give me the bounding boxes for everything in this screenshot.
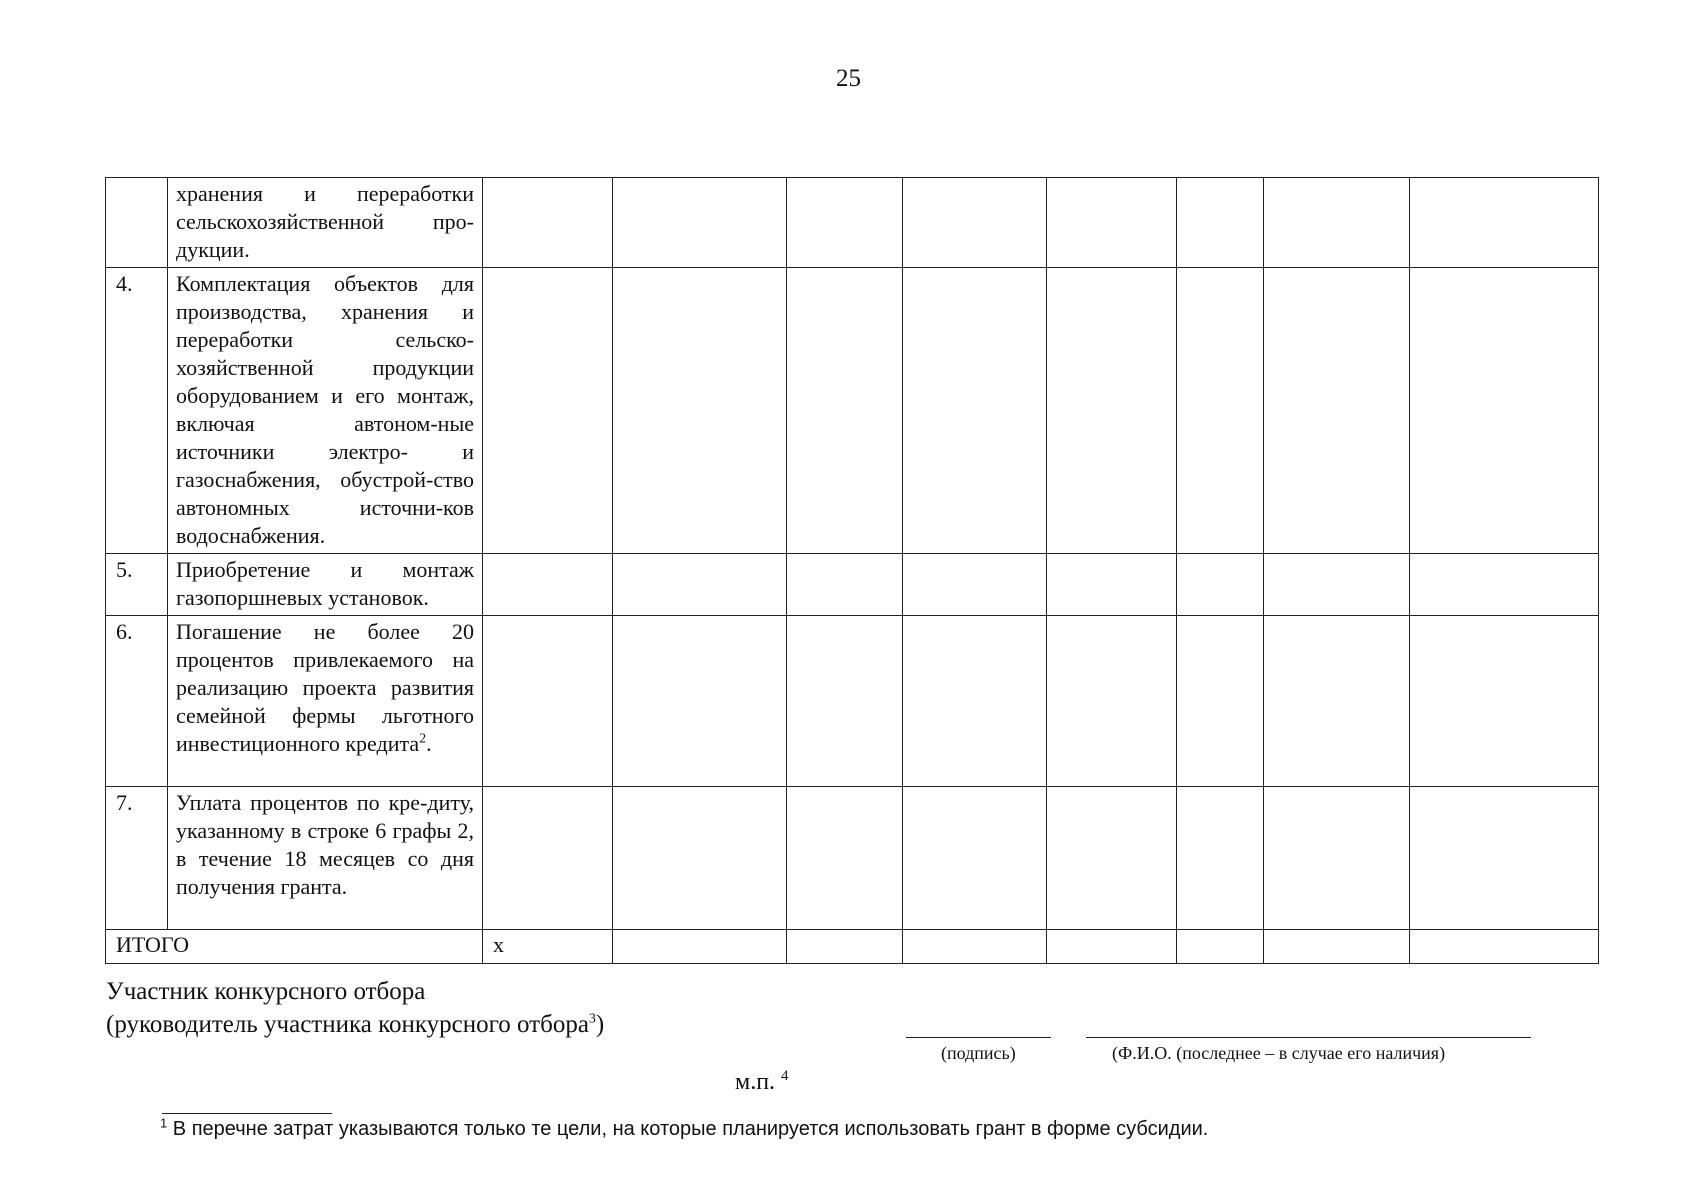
empty-cell	[1410, 554, 1599, 616]
stamp-place: м.п. $^4$	[735, 1068, 789, 1095]
name-line	[1086, 1037, 1531, 1038]
empty-cell	[1264, 268, 1410, 554]
empty-cell	[1177, 554, 1264, 616]
empty-cell	[1264, 787, 1410, 930]
empty-cell	[903, 268, 1047, 554]
row-number: 4.	[106, 268, 168, 554]
empty-cell	[1410, 268, 1599, 554]
empty-cell	[613, 787, 787, 930]
table-row	[106, 554, 1599, 616]
empty-cell	[1177, 268, 1264, 554]
empty-cell	[1264, 178, 1410, 268]
empty-cell	[613, 554, 787, 616]
row-number: 6.	[106, 616, 168, 787]
empty-cell	[483, 554, 613, 616]
signature-caption: (подпись)	[941, 1043, 1016, 1063]
footnote-text: В перечне затрат указываются только те цели, на которые планируется использовать грант в форме субсидии.	[172, 1118, 1209, 1140]
empty-cell	[787, 178, 903, 268]
name-caption: (Ф.И.О. (последнее – в случае его наличия)	[1112, 1043, 1446, 1063]
empty-cell	[483, 616, 613, 787]
total-row	[106, 930, 1599, 964]
empty-cell	[903, 930, 1047, 964]
empty-cell	[1410, 930, 1599, 964]
empty-cell	[1264, 616, 1410, 787]
table-row	[106, 787, 1599, 930]
empty-cell	[1264, 554, 1410, 616]
footnote-ref: 4	[781, 1068, 789, 1084]
signature-line	[906, 1037, 1051, 1038]
empty-cell	[613, 178, 787, 268]
footnote-ref: 2	[419, 731, 427, 747]
empty-cell	[613, 268, 787, 554]
signatory-subtitle: (руководитель участника конкурсного отбора$^3$)	[106, 1011, 605, 1038]
table-row	[106, 178, 1599, 268]
cost-table	[105, 177, 1599, 964]
empty-cell	[1410, 787, 1599, 930]
empty-cell	[1177, 787, 1264, 930]
row-number: 5.	[106, 554, 168, 616]
row-number: 7.	[106, 787, 168, 930]
empty-cell	[1047, 930, 1177, 964]
empty-cell	[787, 268, 903, 554]
empty-cell	[613, 930, 787, 964]
footnote-divider	[162, 1113, 332, 1114]
total-label: ИТОГО	[106, 930, 483, 964]
row-description: Погашение не более 20 процентов привлекаемого на реализацию проекта развития семейной фермы льготного инвестиционного кредита$^2$.	[168, 616, 483, 787]
empty-cell	[483, 268, 613, 554]
empty-cell	[1177, 178, 1264, 268]
empty-cell	[1047, 554, 1177, 616]
empty-cell	[903, 554, 1047, 616]
empty-cell	[903, 787, 1047, 930]
empty-cell	[787, 930, 903, 964]
empty-cell	[1047, 268, 1177, 554]
row-description: Уплата процентов по кре-диту, указанному в строке 6 графы 2, в течение 18 месяцев со дня получения гранта.	[168, 787, 483, 930]
empty-cell	[1047, 178, 1177, 268]
empty-cell	[787, 554, 903, 616]
empty-cell	[1410, 616, 1599, 787]
empty-cell	[1047, 787, 1177, 930]
empty-cell	[613, 616, 787, 787]
table-row	[106, 616, 1599, 787]
footnote-ref: 3	[588, 1011, 596, 1027]
empty-cell	[483, 178, 613, 268]
empty-cell	[787, 787, 903, 930]
empty-cell	[903, 178, 1047, 268]
row-description: Комплектация объектов для производства, хранения и переработки сельско-хозяйственной продукции оборудованием и его монтаж, включая автоном-ные источники электро- и газоснабжения, обустрой-ство автономных источни-ков водоснабжения.	[168, 268, 483, 554]
empty-cell	[1177, 616, 1264, 787]
empty-cell	[483, 787, 613, 930]
row-description: Приобретение и монтаж газопоршневых установок.	[168, 554, 483, 616]
row-description: хранения и переработки сельскохозяйственной про-дукции.	[168, 178, 483, 268]
empty-cell	[1177, 930, 1264, 964]
signature-block	[106, 975, 604, 1041]
empty-cell	[903, 616, 1047, 787]
empty-cell	[1047, 616, 1177, 787]
empty-cell	[1410, 178, 1599, 268]
signatory-title: Участник конкурсного отбора	[106, 978, 426, 1005]
table-row	[106, 268, 1599, 554]
footnote	[160, 1116, 1208, 1142]
total-mark: х	[483, 930, 613, 964]
empty-cell	[1264, 930, 1410, 964]
row-number	[106, 178, 168, 268]
footnote-number: 1	[160, 1115, 168, 1131]
page-number: 25	[836, 65, 861, 92]
empty-cell	[787, 616, 903, 787]
